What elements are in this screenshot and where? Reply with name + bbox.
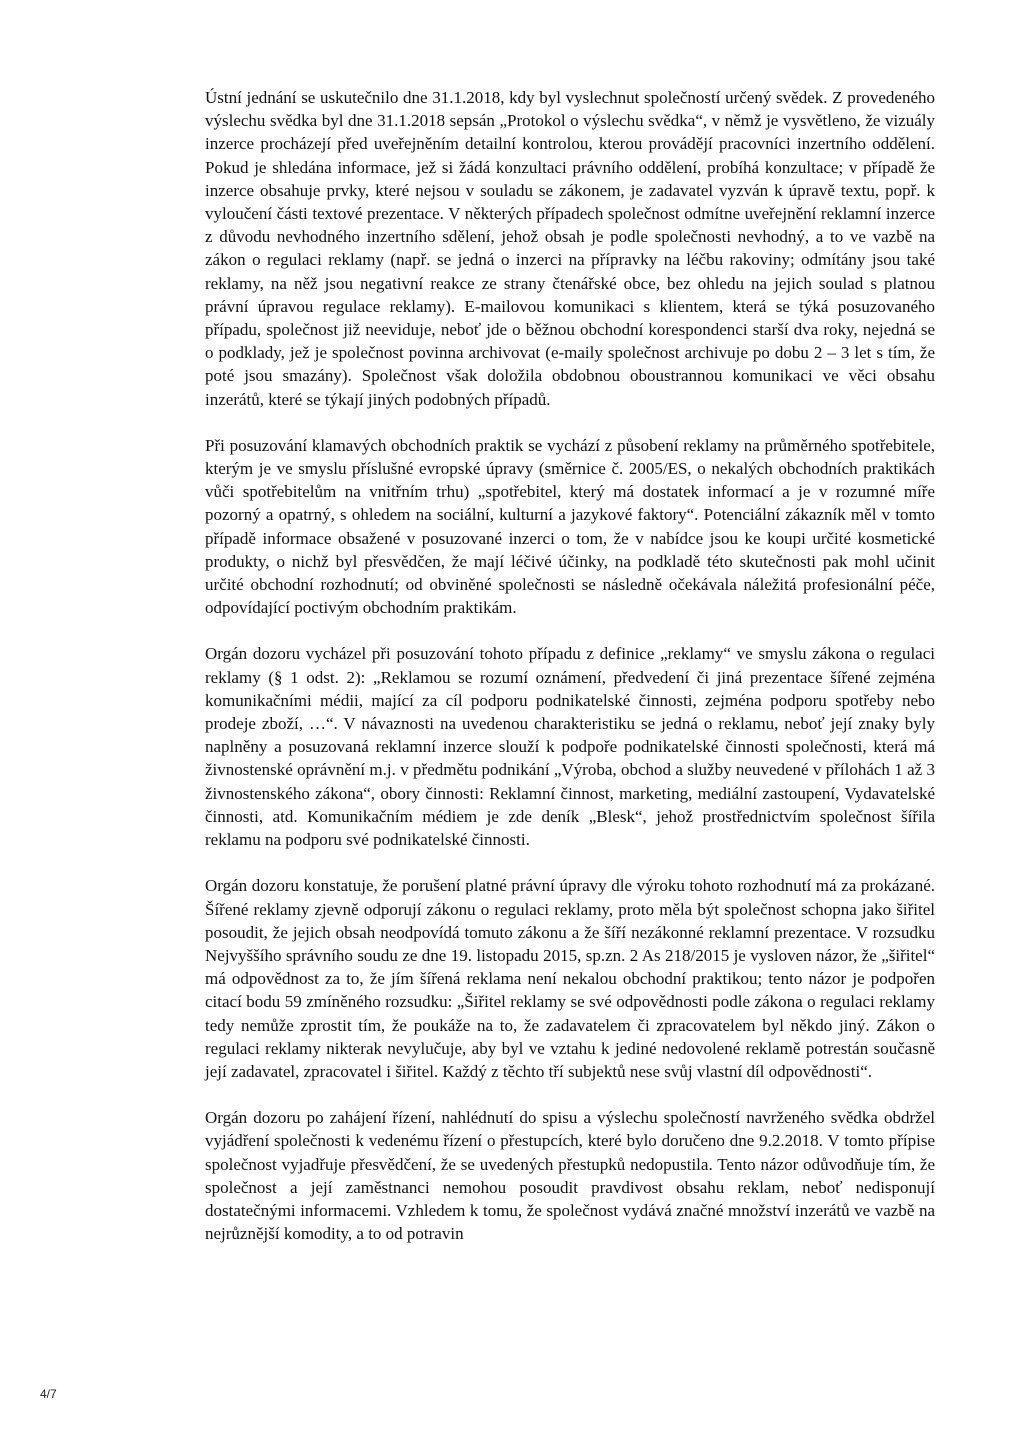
paragraph-advertising-definition: Orgán dozoru vycházel při posuzování tohoto případu z definice „reklamy“ ve smyslu zákona o regulaci reklamy (§ 1 odst. 2): „Reklamou se rozumí oznámení, předvedení či jiná prezentace šířené zejména komunikačními médii, mající za cíl podporu podnikatelské činnosti, zejména podporu spotřeby nebo prodeje zboží, …“. V návaznosti na uvedenou charakteristiku se jedná o reklamu, neboť její znaky byly naplněny a posuzovaná reklamní inzerce slouží k podpoře podnikatelské činnosti společnosti, která má živnostenské oprávnění m.j. v předmětu podnikání „Výroba, obchod a služby neuvedené v přílohách 1 až 3 živnostenského zákona“, obory činnosti: Reklamní činnost, marketing, mediální zastoupení, Vydavatelské činnosti, atd. Komunikačním médiem je zde deník „Blesk“, jehož prostřednictvím společnost šířila reklamu na podporu své podnikatelské činnosti. — [205, 644, 935, 850]
paragraph-witness-hearing: Ústní jednání se uskutečnilo dne 31.1.2018, kdy byl vyslechnut společností určený svědek. Z provedeného výslechu svědka byl dne 31.1.2018 sepsán „Protokol o výslechu svědka“, v němž je vysvětleno, že vizuály inzerce procházejí před uveřejněním detailní kontrolou, kterou provádějí pracovníci inzertního oddělení. Pokud je shledána informace, jež si žádá konzultaci právního oddělení, probíhá konzultace; v případě že inzerce obsahuje prvky, které nejsou v souladu se zákonem, je zadavatel vyzván k úpravě textu, popř. k vyloučení části textové prezentace. V některých případech společnost odmítne uveřejnění reklamní inzerce z důvodu nevhodného inzertního sdělení, jehož obsah je podle společnosti nevhodný, a to ve vazbě na zákon o regulaci reklamy (např. se jedná o inzerci na přípravky na léčbu rakoviny; odmítány jsou také reklamy, na něž jsou negativní reakce ze strany čtenářské obce, bez ohledu na jejich soulad s platnou právní úpravou regulace reklamy). E-mailovou komunikaci s klientem, která se týká posuzovaného případu, společnost již neeviduje, neboť jde o běžnou obchodní korespondenci starší dva roky, nejedná se o podklady, jež je společnost povinna archivovat (e-maily společnost archivuje po dobu 2 – 3 let s tím, že poté jsou smazány). Společnost však doložila obdobnou oboustrannou komunikaci ve věci obsahu inzerátů, které se týkají jiných podobných případů. — [205, 88, 935, 409]
paragraph-violation-findings: Orgán dozoru konstatuje, že porušení platné právní úpravy dle výroku tohoto rozhodnutí má za prokázané. Šířené reklamy zjevně odporují zákonu o regulaci reklamy, proto měla být společnost schopna jako šiřitel posoudit, že jejich obsah neodpovídá tomuto zákonu a že šíří nezákonné reklamní prezentace. V rozsudku Nejvyššího správního soudu ze dne 19. listopadu 2015, sp.zn. 2 As 218/2015 je vysloven názor, že „šiřitel“ má odpovědnost za to, že jím šířená reklama není nekalou obchodní praktikou; tento názor je podpořen citací bodu 59 zmíněného rozsudku: „Šiřitel reklamy se své odpovědnosti podle zákona o regulaci reklamy tedy nemůže zprostit tím, že poukáže na to, že zadavatelem či zpracovatelem byl někdo jiný. Zákon o regulaci reklamy nikterak nevylučuje, aby byl ve vztahu k jediné nedovolené reklamě potrestán současně její zadavatel, zpracovatel i šiřitel. Každý z těchto tří subjektů nese svůj vlastní díl odpovědnosti“. — [205, 876, 935, 1081]
paragraph-misleading-practices: Při posuzování klamavých obchodních praktik se vychází z působení reklamy na průměrného spotřebitele, kterým je ve smyslu příslušné evropské úpravy (směrnice č. 2005/ES, o nekalých obchodních praktikách vůči spotřebitelům na vnitřním trhu) „spotřebitel, který má dostatek informací a je v rozumné míře pozorný a opatrný, s ohledem na sociální, kulturní a jazykové faktory“. Potenciální zákazník měl v tomto případě informace obsažené v posuzované inzerci o tom, že v nabídce jsou ke koupi určité kosmetické produkty, o nichž byl přesvědčen, že mají léčivé účinky, na podkladě této skutečnosti pak mohl učinit určité obchodní rozhodnutí; od obviněné společnosti se následně očekávala náležitá profesionální péče, odpovídající poctivým obchodním praktikám. — [205, 435, 935, 618]
page-number: 4/7 — [40, 1387, 57, 1401]
paragraph-company-statement: Orgán dozoru po zahájení řízení, nahlédnutí do spisu a výslechu společností navrženého svědka obdržel vyjádření společnosti k vedenému řízení o přestupcích, které bylo doručeno dne 9.2.2018. V tomto přípise společnost vyjadřuje přesvědčení, že se uvedených přestupků nedopustila. Tento názor odůvodňuje tím, že společnost a její zaměstnanci nemohou posoudit pravdivost obsahu reklam, neboť nedisponují dostatečnými informacemi. Vzhledem k tomu, že společnost vydává značné množství inzerátů ve vazbě na nejrůznější komodity, a to od potravin — [205, 1108, 935, 1244]
document-body — [205, 86, 935, 1268]
